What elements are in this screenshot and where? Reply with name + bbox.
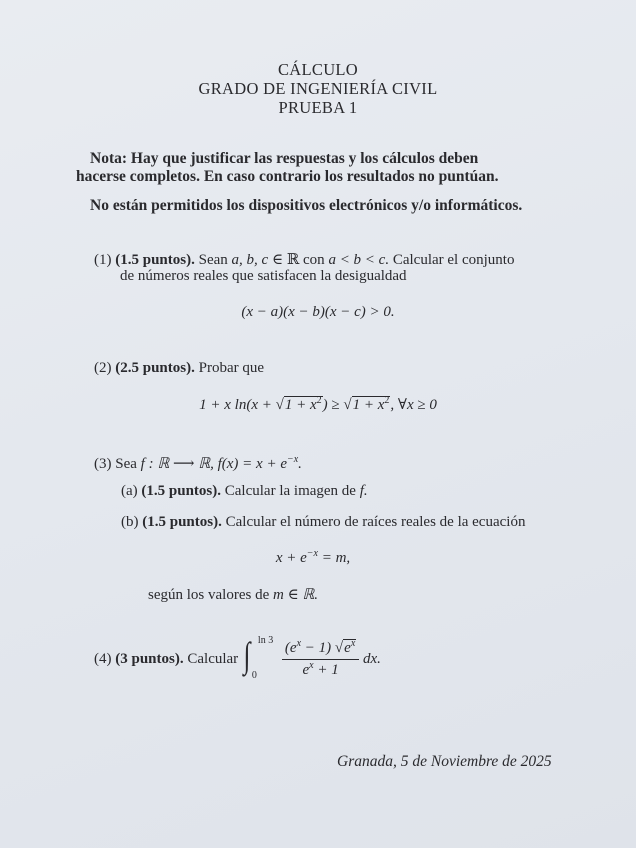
problem-4-number: (4) (94, 650, 112, 667)
closing-math: m ∈ ℝ. (272, 587, 319, 603)
problem-3-intro (94, 454, 302, 473)
sqrt-1-arg: 1 + x (284, 397, 317, 413)
problem-3b-points: (1.5 puntos). (142, 514, 222, 530)
problem-4-points: (3 puntos). (115, 650, 184, 667)
problem-3a-var: f. (359, 483, 368, 499)
sqrt-2-arg: 1 + x (352, 397, 385, 413)
devices-note: No están permitidos los dispositivos electrónicos y/o informáticos. (90, 197, 523, 214)
integrand-numerator: $(e^x - 1)$ $√e^x$ (282, 640, 359, 660)
problem-1-number: (1) (94, 252, 112, 268)
closing-text: según los valores de (148, 587, 270, 603)
equation-left: x + e (275, 550, 307, 566)
sqrt-1: $√1 + x^2$ (275, 395, 322, 413)
problem-1-formula: (x − a)(x − b)(x − c) > 0. (241, 304, 395, 320)
problem-4 (94, 634, 381, 684)
problem-1-text-b: ∈ ℝ con (271, 252, 325, 268)
exam-test-number: PRUEBA 1 (278, 98, 358, 117)
problem-1-condition: a < b < c. (328, 252, 390, 268)
problem-1-text-c: Calcular el conjunto (392, 252, 515, 268)
problem-3-number: (3) (94, 456, 112, 472)
problem-3-function: f : ℝ ⟶ ℝ, $f(x) = x + e^{-x}$. (140, 454, 302, 472)
integral-sign: ∫ ln 3 0 (243, 635, 274, 681)
equation-right: = m, (317, 550, 351, 566)
problem-3a (121, 483, 368, 500)
problem-1-text-a: Sean (198, 252, 228, 268)
integral-dx: dx. (363, 650, 381, 667)
problem-2-statement (94, 360, 264, 377)
problem-3b-label: (b) (121, 514, 139, 530)
problem-3b (121, 514, 525, 531)
problem-3b-equation (0, 550, 631, 567)
problem-1-line-1 (94, 250, 514, 269)
note-line-2: hacerse completos. En caso contrario los resultados no puntúan. (76, 168, 499, 185)
problem-2-formula (0, 395, 636, 414)
integral-lower: 0 (251, 670, 257, 681)
note-line-1: Nota: Hay que justificar las respuestas y los cálculos deben (90, 150, 479, 167)
exam-subject: CÁLCULO (277, 60, 359, 79)
problem-3-exponent: −x (286, 454, 299, 465)
problem-3a-label: (a) (121, 483, 138, 499)
problem-2-text: Probar que (198, 360, 265, 376)
integrand-denominator: $e^x + 1$ (302, 659, 339, 678)
sqrt-2: $√1 + x^2$ (343, 395, 390, 413)
problem-3b-text: Calcular el número de raíces reales de la ecuación (225, 514, 526, 530)
problem-2-formula-right: , ∀x ≥ 0 (390, 397, 437, 413)
problem-2-formula-mid: ) ≥ (322, 397, 344, 413)
equation-exponent: −x (306, 548, 318, 559)
signature-date: Granada, 5 de Noviembre de 2025 (337, 753, 552, 770)
problem-3a-points: (1.5 puntos). (141, 483, 222, 499)
problem-2-formula-left: 1 + x ln(x + (199, 397, 276, 413)
problem-1-points: (1.5 puntos). (115, 252, 195, 268)
problem-1-line-2: de números reales que satisfacen la desigualdad (120, 268, 407, 284)
problem-4-text: Calcular (187, 650, 239, 667)
integrand-fraction (282, 637, 359, 679)
integral-upper: ln 3 (257, 635, 274, 646)
problem-2-number: (2) (94, 360, 112, 376)
problem-3-intro-text: Sea (115, 456, 137, 472)
problem-3a-text: Calcular la imagen de (224, 483, 356, 499)
exam-degree: GRADO DE INGENIERÍA CIVIL (198, 79, 438, 98)
problem-1-vars: a, b, c (231, 252, 269, 268)
problem-2-points: (2.5 puntos). (115, 360, 195, 376)
problem-3b-closing (148, 585, 318, 604)
